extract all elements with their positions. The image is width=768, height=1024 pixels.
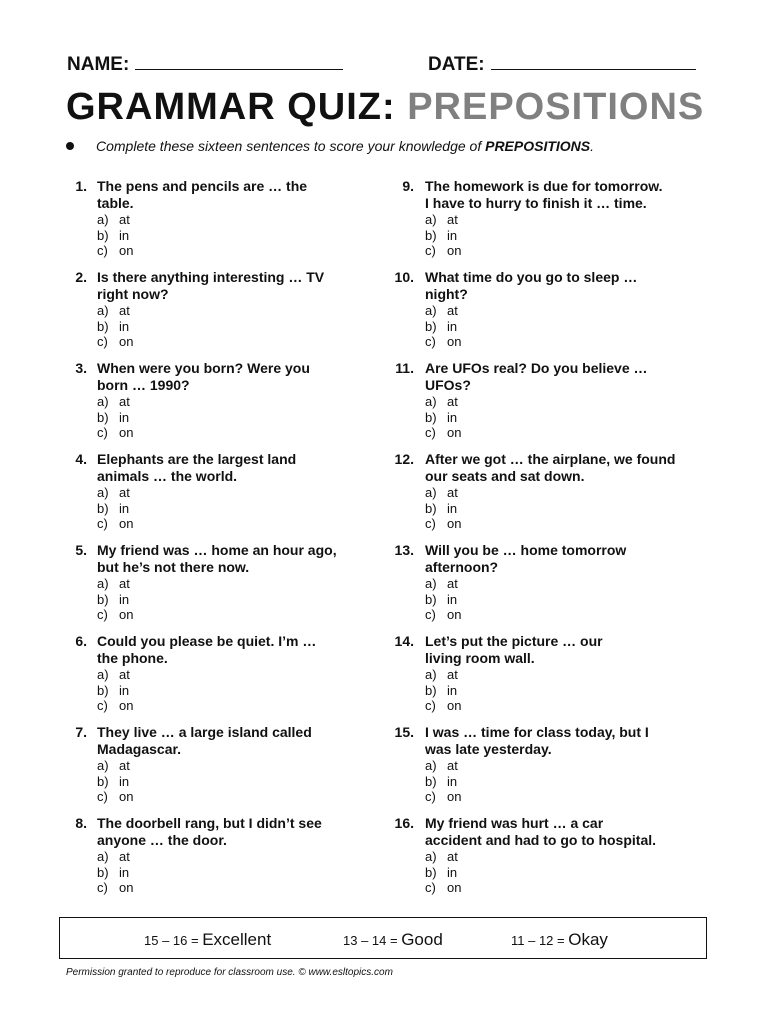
option-text: in: [447, 864, 458, 880]
answer-option[interactable]: [425, 576, 461, 592]
answer-option[interactable]: [425, 880, 461, 896]
answer-option[interactable]: [425, 758, 461, 774]
answer-option[interactable]: [97, 212, 133, 228]
question-line: I was … time for class today, but I: [425, 724, 649, 740]
answer-option[interactable]: [425, 698, 461, 714]
answer-option[interactable]: [425, 592, 461, 608]
question-line: anyone … the door.: [97, 832, 227, 848]
answer-option[interactable]: [97, 501, 133, 517]
question-line: Could you please be quiet. I’m …: [97, 633, 317, 649]
question-line: born … 1990?: [97, 377, 190, 393]
question-item: [66, 542, 366, 633]
option-text: at: [119, 303, 130, 318]
option-text: at: [447, 485, 458, 500]
question-line: The doorbell rang, but I didn’t see: [97, 815, 322, 831]
option-letter: c): [97, 698, 108, 713]
copyright-footer: Permission granted to reproduce for classroom use. © www.esltopics.com: [66, 967, 393, 978]
option-text: at: [119, 667, 130, 682]
answer-option[interactable]: [97, 334, 133, 350]
answer-option[interactable]: [97, 243, 133, 259]
option-letter: c): [425, 243, 436, 258]
answer-option[interactable]: [97, 485, 133, 501]
question-number: 1.: [75, 178, 87, 194]
answer-option[interactable]: [97, 607, 133, 623]
answer-option[interactable]: [425, 607, 461, 623]
question-line: They live … a large island called: [97, 724, 312, 740]
question-line: Madagascar.: [97, 741, 182, 757]
question-item: [392, 269, 712, 360]
answer-option[interactable]: [425, 212, 461, 228]
date-blank[interactable]: [491, 51, 696, 70]
option-text: at: [447, 394, 458, 409]
option-letter: c): [97, 243, 108, 258]
question-item: [392, 360, 712, 451]
option-letter: b): [425, 318, 437, 334]
question-line: animals … the world.: [97, 468, 238, 484]
option-letter: c): [425, 789, 436, 804]
question-line: right now?: [97, 286, 169, 302]
question-number: 14.: [394, 633, 414, 649]
answer-option[interactable]: [425, 865, 461, 881]
option-text: on: [119, 243, 134, 258]
option-letter: b): [97, 591, 109, 607]
option-text: in: [119, 773, 130, 789]
question-line: What time do you go to sleep …: [425, 269, 638, 285]
answer-option[interactable]: [425, 303, 461, 319]
option-letter: c): [425, 425, 436, 440]
option-text: on: [119, 334, 134, 349]
answer-options: [425, 212, 461, 259]
option-text: at: [119, 212, 130, 227]
instructions-emphasis: PREPOSITIONS: [485, 138, 591, 154]
option-text: in: [447, 500, 458, 516]
question-number: 6.: [75, 633, 87, 649]
question-text: [425, 815, 712, 849]
question-line: our seats and sat down.: [425, 468, 585, 484]
answer-option[interactable]: [97, 774, 133, 790]
answer-option[interactable]: [97, 880, 133, 896]
option-letter: a): [97, 849, 109, 864]
title-main: GRAMMAR QUIZ:: [66, 86, 396, 128]
title-topic: PREPOSITIONS: [407, 86, 705, 128]
question-number: 11.: [395, 360, 414, 376]
question-line: The pens and pencils are … the: [97, 178, 308, 194]
question-line: Are UFOs real? Do you believe …: [425, 360, 648, 376]
question-text: [97, 724, 366, 758]
answer-option[interactable]: [97, 303, 133, 319]
option-letter: b): [425, 591, 437, 607]
option-letter: a): [97, 485, 109, 500]
option-letter: c): [425, 516, 436, 531]
question-line: but he’s not there now.: [97, 559, 250, 575]
option-letter: b): [97, 864, 109, 880]
answer-option[interactable]: [97, 758, 133, 774]
answer-options: [97, 849, 133, 896]
question-line: After we got … the airplane, we found: [425, 451, 676, 467]
option-letter: b): [425, 409, 437, 425]
option-letter: b): [425, 682, 437, 698]
question-text: [425, 542, 712, 576]
option-letter: c): [97, 607, 108, 622]
question-number: 2.: [75, 269, 87, 285]
answer-option[interactable]: [97, 319, 133, 335]
score-range: 15 – 16 =: [144, 933, 199, 948]
option-text: in: [119, 318, 130, 334]
instructions: [66, 138, 594, 154]
option-letter: a): [97, 303, 109, 318]
answer-option[interactable]: [425, 501, 461, 517]
option-letter: a): [97, 576, 109, 591]
option-text: on: [119, 880, 134, 895]
option-letter: a): [97, 394, 109, 409]
answer-option[interactable]: [97, 516, 133, 532]
score-key: [59, 917, 707, 959]
answer-option[interactable]: [425, 485, 461, 501]
option-text: at: [119, 576, 130, 591]
score-rating: Good: [401, 930, 443, 949]
question-number: 4.: [75, 451, 87, 467]
question-item: [392, 724, 712, 815]
option-text: on: [119, 698, 134, 713]
question-line: My friend was … home an hour ago,: [97, 542, 337, 558]
question-text: [97, 360, 366, 394]
question-number: 10.: [394, 269, 414, 285]
bullet-icon: [66, 142, 74, 150]
option-text: in: [119, 500, 130, 516]
name-label: NAME:: [67, 54, 130, 75]
question-text: [97, 451, 366, 485]
answer-option[interactable]: [425, 228, 461, 244]
option-text: at: [119, 485, 130, 500]
answer-option[interactable]: [97, 789, 133, 805]
option-text: at: [447, 758, 458, 773]
question-text: [97, 633, 366, 667]
score-item: [144, 930, 271, 950]
answer-options: [425, 576, 461, 623]
date-field: [428, 51, 696, 76]
option-text: on: [447, 789, 462, 804]
option-text: on: [447, 880, 462, 895]
option-text: on: [119, 425, 134, 440]
option-text: in: [119, 591, 130, 607]
question-item: [392, 542, 712, 633]
option-text: in: [119, 227, 130, 243]
answer-option[interactable]: [425, 319, 461, 335]
question-line: I have to hurry to finish it … time.: [425, 195, 647, 211]
question-text: [97, 178, 366, 212]
option-letter: a): [97, 758, 109, 773]
answer-option[interactable]: [97, 592, 133, 608]
option-letter: a): [425, 303, 437, 318]
option-letter: a): [425, 576, 437, 591]
question-number: 13.: [394, 542, 414, 558]
question-line: was late yesterday.: [425, 741, 552, 757]
option-text: at: [447, 303, 458, 318]
answer-options: [425, 303, 461, 350]
answer-option[interactable]: [425, 774, 461, 790]
question-line: Elephants are the largest land: [97, 451, 297, 467]
page-title: [66, 86, 704, 129]
name-blank[interactable]: [135, 51, 343, 70]
option-letter: b): [425, 773, 437, 789]
question-line: When were you born? Were you: [97, 360, 310, 376]
option-letter: c): [97, 334, 108, 349]
date-label: DATE:: [428, 54, 485, 75]
answer-options: [425, 667, 461, 714]
question-line: living room wall.: [425, 650, 535, 666]
option-letter: a): [425, 394, 437, 409]
option-letter: b): [425, 864, 437, 880]
option-text: in: [447, 318, 458, 334]
option-text: at: [447, 212, 458, 227]
answer-option[interactable]: [425, 849, 461, 865]
question-number: 16.: [394, 815, 414, 831]
question-item: [66, 451, 366, 542]
question-line: afternoon?: [425, 559, 499, 575]
answer-option[interactable]: [97, 410, 133, 426]
question-line: Is there anything interesting … TV: [97, 269, 325, 285]
question-text: [97, 815, 366, 849]
question-number: 3.: [75, 360, 87, 376]
option-letter: c): [97, 880, 108, 895]
instructions-text: Complete these sixteen sentences to score your knowledge of: [96, 138, 486, 154]
answer-option[interactable]: [97, 394, 133, 410]
answer-options: [97, 667, 133, 714]
question-line: accident and had to go to hospital.: [425, 832, 657, 848]
question-item: [66, 360, 366, 451]
name-field: [67, 51, 343, 76]
option-text: in: [119, 682, 130, 698]
answer-option[interactable]: [425, 410, 461, 426]
question-number: 15.: [394, 724, 414, 740]
option-text: at: [447, 576, 458, 591]
answer-option[interactable]: [425, 683, 461, 699]
answer-options: [425, 485, 461, 532]
option-text: at: [119, 394, 130, 409]
option-letter: a): [425, 849, 437, 864]
option-text: on: [447, 425, 462, 440]
question-text: [425, 451, 712, 485]
score-rating: Excellent: [202, 930, 272, 949]
answer-options: [97, 212, 133, 259]
answer-options: [425, 394, 461, 441]
answer-options: [97, 576, 133, 623]
option-text: on: [447, 698, 462, 713]
option-text: in: [447, 591, 458, 607]
option-letter: a): [97, 212, 109, 227]
question-line: the phone.: [97, 650, 168, 666]
option-letter: c): [97, 516, 108, 531]
question-number: 9.: [402, 178, 414, 194]
question-line: The homework is due for tomorrow.: [425, 178, 663, 194]
option-text: on: [119, 607, 134, 622]
option-text: on: [447, 334, 462, 349]
question-line: UFOs?: [425, 377, 471, 393]
answer-options: [425, 849, 461, 896]
option-letter: b): [97, 409, 109, 425]
option-letter: a): [425, 485, 437, 500]
question-line: Will you be … home tomorrow: [425, 542, 627, 558]
question-column-right: [392, 178, 712, 906]
answer-options: [97, 758, 133, 805]
question-item: [66, 724, 366, 815]
option-text: in: [119, 864, 130, 880]
answer-option[interactable]: [425, 243, 461, 259]
option-text: in: [447, 227, 458, 243]
option-letter: b): [97, 773, 109, 789]
option-letter: b): [97, 227, 109, 243]
score-item: [511, 930, 608, 950]
option-letter: a): [97, 667, 109, 682]
question-text: [97, 542, 366, 576]
answer-options: [425, 758, 461, 805]
question-line: My friend was hurt … a car: [425, 815, 604, 831]
option-letter: b): [425, 500, 437, 516]
option-letter: c): [97, 789, 108, 804]
answer-option[interactable]: [425, 425, 461, 441]
question-item: [66, 269, 366, 360]
option-text: at: [119, 849, 130, 864]
question-line: night?: [425, 286, 468, 302]
option-text: on: [447, 516, 462, 531]
option-text: in: [447, 409, 458, 425]
answer-option[interactable]: [97, 865, 133, 881]
question-number: 7.: [75, 724, 87, 740]
option-text: in: [447, 682, 458, 698]
question-text: [425, 724, 712, 758]
question-item: [392, 633, 712, 724]
option-letter: b): [425, 227, 437, 243]
score-rating: Okay: [568, 930, 608, 949]
answer-option[interactable]: [97, 228, 133, 244]
question-item: [66, 633, 366, 724]
answer-option[interactable]: [425, 789, 461, 805]
answer-option[interactable]: [97, 576, 133, 592]
option-letter: c): [425, 334, 436, 349]
answer-option[interactable]: [97, 698, 133, 714]
option-letter: a): [425, 758, 437, 773]
option-letter: b): [97, 500, 109, 516]
question-item: [66, 815, 366, 906]
question-text: [425, 269, 712, 303]
answer-option[interactable]: [97, 667, 133, 683]
option-letter: b): [97, 682, 109, 698]
score-range: 13 – 14 =: [343, 933, 398, 948]
option-letter: c): [97, 425, 108, 440]
answer-option[interactable]: [425, 334, 461, 350]
option-text: on: [447, 243, 462, 258]
option-letter: a): [425, 667, 437, 682]
option-letter: c): [425, 698, 436, 713]
option-text: on: [119, 516, 134, 531]
option-text: at: [447, 849, 458, 864]
score-range: 11 – 12 =: [511, 933, 565, 948]
question-text: [425, 178, 712, 212]
question-number: 8.: [75, 815, 87, 831]
option-letter: c): [425, 880, 436, 895]
question-number: 5.: [75, 542, 87, 558]
question-text: [425, 360, 712, 394]
question-text: [97, 269, 366, 303]
option-text: on: [447, 607, 462, 622]
option-text: in: [447, 773, 458, 789]
question-text: [425, 633, 712, 667]
option-letter: b): [97, 318, 109, 334]
question-item: [392, 815, 712, 906]
option-text: at: [447, 667, 458, 682]
question-column-left: [66, 178, 366, 906]
option-letter: c): [425, 607, 436, 622]
instructions-end: .: [590, 138, 595, 154]
answer-option[interactable]: [97, 849, 133, 865]
question-line: Let’s put the picture … our: [425, 633, 603, 649]
question-item: [392, 178, 712, 269]
answer-options: [97, 303, 133, 350]
question-item: [66, 178, 366, 269]
option-text: in: [119, 409, 130, 425]
answer-option[interactable]: [425, 516, 461, 532]
answer-option[interactable]: [97, 683, 133, 699]
answer-option[interactable]: [425, 667, 461, 683]
question-number: 12.: [394, 451, 414, 467]
question-item: [392, 451, 712, 542]
answer-option[interactable]: [425, 394, 461, 410]
answer-option[interactable]: [97, 425, 133, 441]
answer-options: [97, 485, 133, 532]
answer-options: [97, 394, 133, 441]
question-line: table.: [97, 195, 134, 211]
option-text: on: [119, 789, 134, 804]
score-item: [343, 930, 443, 950]
option-text: at: [119, 758, 130, 773]
option-letter: a): [425, 212, 437, 227]
